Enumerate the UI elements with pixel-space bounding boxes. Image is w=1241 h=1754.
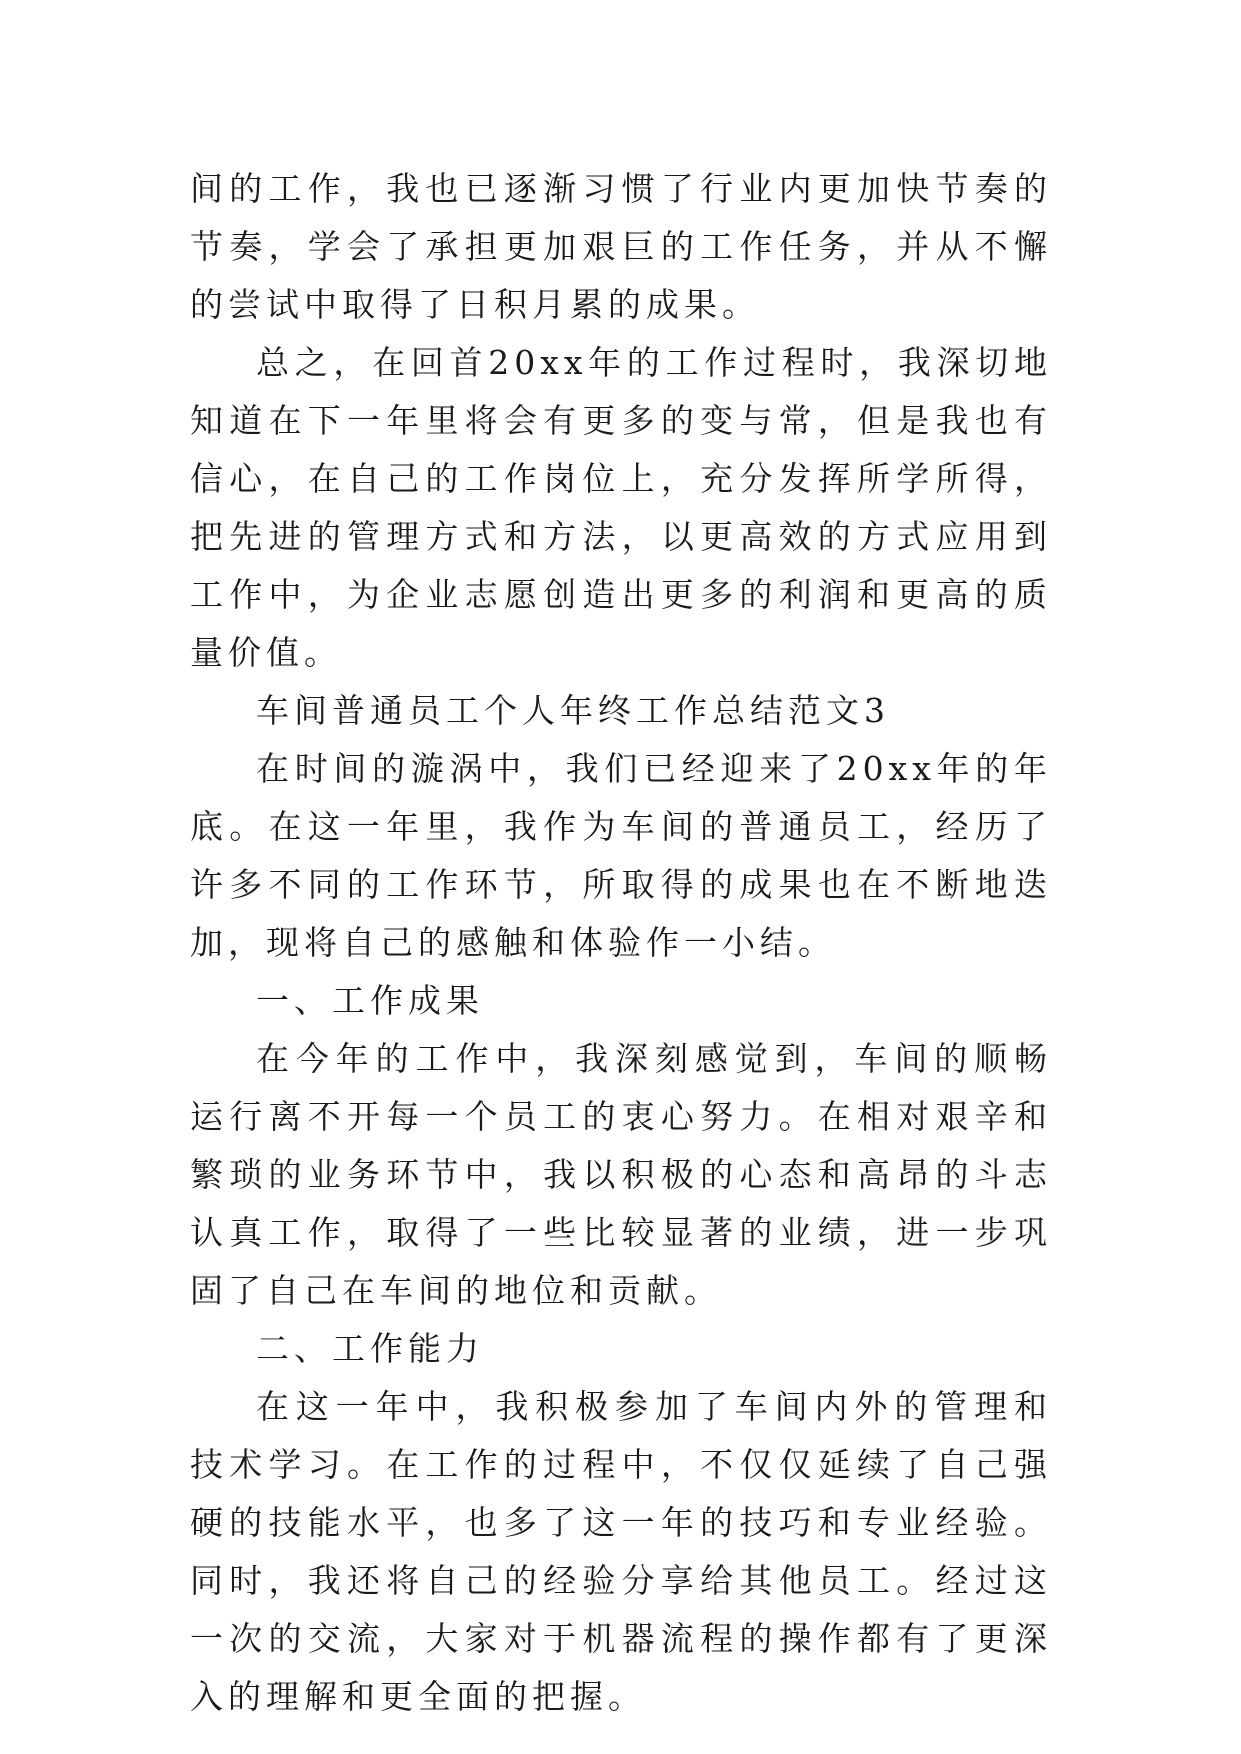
paragraph-summary: 总之，在回首20xx年的工作过程时，我深切地知道在下一年里将会有更多的变与常，但是我也有信心，在自己的工作岗位上，充分发挥所学所得，把先进的管理方式和方法，以更高效的方式应用到工作中，为企业志愿创造出更多的利润和更高的质量价值。 <box>190 343 1052 672</box>
document-body <box>190 160 1052 1726</box>
paragraph-work-ability: 在这一年中，我积极参加了车间内外的管理和技术学习。在工作的过程中，不仅仅延续了自己强硬的技能水平，也多了这一年的技巧和专业经验。同时，我还将自己的经验分享给其他员工。经过这一次的交流，大家对于机器流程的操作都有了更深入的理解和更全面的把握。 <box>190 1387 1052 1716</box>
heading-work-results: 一、工作成果 <box>256 981 484 1020</box>
paragraph-continuation: 间的工作，我也已逐渐习惯了行业内更加快节奏的节奏，学会了承担更加艰巨的工作任务，并从不懈的尝试中取得了日积月累的成果。 <box>190 169 1052 324</box>
paragraph-intro: 在时间的漩涡中，我们已经迎来了20xx年的年底。在这一年里，我作为车间的普通员工，经历了许多不同的工作环节，所取得的成果也在不断地迭加，现将自己的感触和体验作一小结。 <box>190 749 1052 962</box>
paragraph-work-results: 在今年的工作中，我深刻感觉到，车间的顺畅运行离不开每一个员工的衷心努力。在相对艰辛和繁琐的业务环节中，我以积极的心态和高昂的斗志认真工作，取得了一些比较显著的业绩，进一步巩固了自己在车间的地位和贡献。 <box>190 1039 1052 1310</box>
section-title: 车间普通员工个人年终工作总结范文3 <box>256 691 890 730</box>
heading-work-ability: 二、工作能力 <box>256 1329 484 1368</box>
